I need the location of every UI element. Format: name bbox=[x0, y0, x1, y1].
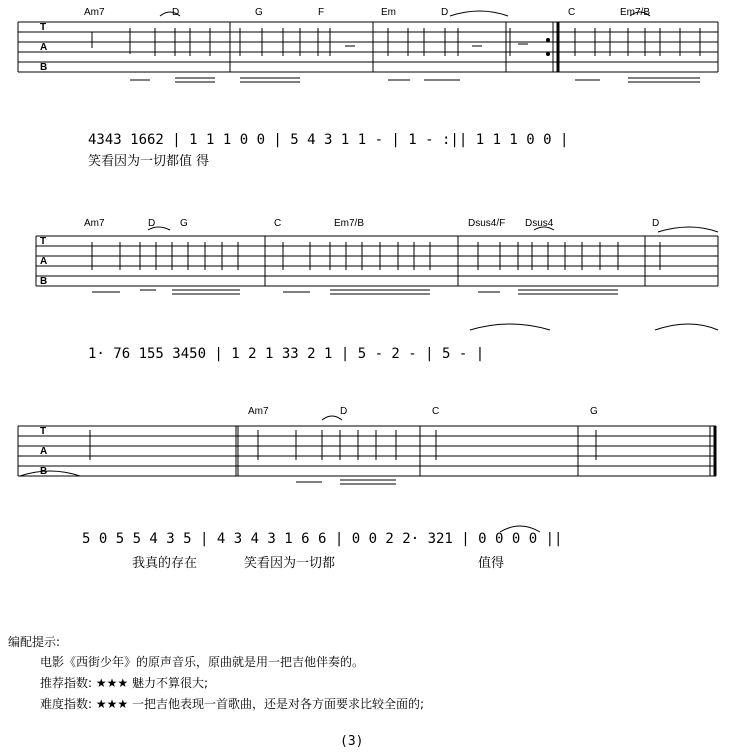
svg-text:D: D bbox=[340, 406, 348, 417]
notes-line-2: 推荐指数: ★★★ 魅力不算很大; bbox=[40, 676, 208, 690]
page-number: (3) bbox=[340, 734, 364, 749]
svg-text:Am7: Am7 bbox=[84, 7, 105, 18]
tab-staff-2 bbox=[36, 236, 718, 286]
jianpu-row-1: 4343 1662 | 1 1 1 0 0 | 5 4 3 1 1 - | 1 - :|| 1 1 1 0 0 | bbox=[88, 132, 569, 148]
svg-text:D: D bbox=[172, 7, 180, 18]
notes-line-3: 难度指数: ★★★ 一把吉他表现一首歌曲，还是对各方面要求比较全面的; bbox=[40, 697, 424, 711]
jianpu-row-3: 5 0 5 5 4 3 5 | 4 3 4 3 1 6 6 | 0 0 2 2· 321 | 0 0 0 0 || bbox=[82, 531, 563, 547]
svg-text:Em7/B: Em7/B bbox=[334, 218, 365, 229]
svg-text:G: G bbox=[180, 218, 188, 229]
chord-names-3 bbox=[248, 406, 598, 417]
svg-text:D: D bbox=[652, 218, 660, 229]
svg-text:A: A bbox=[40, 256, 48, 267]
svg-text:G: G bbox=[255, 7, 263, 18]
svg-text:D: D bbox=[148, 218, 156, 229]
svg-text:Am7: Am7 bbox=[248, 406, 269, 417]
svg-text:B: B bbox=[40, 62, 48, 73]
jianpu-row-2: 1· 76 155 3450 | 1 2 1 33 2 1 | 5 - 2 - | 5 - | bbox=[88, 346, 485, 362]
strums-2 bbox=[92, 227, 718, 294]
tab-label-2 bbox=[40, 236, 47, 287]
svg-text:F: F bbox=[318, 7, 325, 18]
svg-text:T: T bbox=[40, 426, 47, 437]
svg-text:Em7/B: Em7/B bbox=[620, 7, 651, 18]
notes-heading: 编配提示: bbox=[8, 635, 61, 649]
svg-text:Am7: Am7 bbox=[84, 218, 105, 229]
chord-names-2 bbox=[84, 218, 659, 229]
svg-text:A: A bbox=[40, 446, 48, 457]
lyrics-row-3-mid: 笑看因为一切都 bbox=[244, 556, 336, 571]
svg-text:G: G bbox=[590, 406, 598, 417]
svg-text:D: D bbox=[441, 7, 449, 18]
lyrics-row-1: 笑看因为一切都值 得 bbox=[88, 154, 210, 169]
svg-text:Dsus4: Dsus4 bbox=[525, 218, 554, 229]
notes-line-1: 电影《西街少年》的原声音乐，原曲就是用一把吉他伴奏的。 bbox=[40, 655, 365, 669]
svg-text:T: T bbox=[40, 236, 47, 247]
svg-text:B: B bbox=[40, 276, 48, 287]
svg-text:C: C bbox=[274, 218, 282, 229]
svg-text:C: C bbox=[568, 7, 576, 18]
svg-text:Em: Em bbox=[381, 7, 396, 18]
tab-staff-1 bbox=[18, 22, 718, 72]
tab-label-1 bbox=[40, 22, 47, 73]
tab-staff-3 bbox=[18, 426, 716, 476]
tab-label-3 bbox=[40, 426, 47, 477]
svg-text:C: C bbox=[432, 406, 440, 417]
svg-text:A: A bbox=[40, 42, 48, 53]
svg-text:Dsus4/F: Dsus4/F bbox=[468, 218, 506, 229]
svg-text:B: B bbox=[40, 466, 48, 477]
lyrics-row-3-left: 我真的存在 bbox=[132, 556, 198, 571]
lyrics-row-3-right: 值得 bbox=[478, 556, 505, 571]
svg-text:T: T bbox=[40, 22, 47, 33]
